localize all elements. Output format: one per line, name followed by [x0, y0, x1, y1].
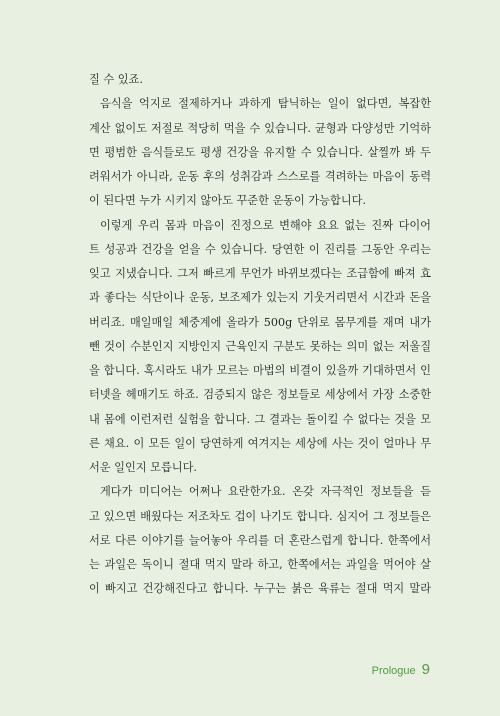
page-number: 9: [421, 661, 430, 678]
text-line: 과 좋다는 식단이나 운동, 보조제가 있는지 기웃거리면서 시간과 돈을: [89, 291, 431, 305]
page-footer: [350, 661, 430, 683]
text-line: 을 합니다. 혹시라도 내가 모르는 마법의 비결이 있을까 기대하면서 인: [89, 364, 431, 377]
text-line: 려워서가 아니라, 운동 후의 성취감과 스스로를 격려하는 마음이 동력: [89, 170, 431, 183]
paragraph-first-line: 음식을 억지로 절제하거나 과하게 탐닉하는 일이 없다면, 복잡한: [100, 97, 431, 111]
text-line: 서로 다른 이야기를 늘어놓아 우리를 더 혼란스럽게 합니다. 한쪽에서: [89, 533, 431, 547]
text-line: 면 평범한 음식들로도 평생 건강을 유지할 수 있습니다. 살찔까 봐 두: [89, 145, 431, 159]
text-line: 는 과일은 독이니 절대 먹지 말라 하고, 한쪽에서는 과일을 먹어야 살: [89, 558, 431, 571]
text-line: 잊고 지냈습니다. 그저 빠르게 무언가 바뀌보겠다는 조급함에 빠져 효: [89, 267, 431, 280]
text-line: 트 성공과 건강을 얻을 수 있습니다. 당연한 이 진리를 그동안 우리는: [89, 242, 431, 256]
paragraph-last-line: 이 된다면 누가 시키지 않아도 꾸준한 운동이 가능합니다.: [89, 194, 367, 208]
text-line: 질 수 있죠.: [89, 73, 143, 86]
text-line: 른 채요. 이 모든 일이 당연하게 여겨지는 세상에 사는 것이 얼마나 무: [89, 436, 431, 450]
text-line: 터넷을 헤매기도 하죠. 검증되지 않은 정보들로 세상에서 가장 소중한: [89, 388, 431, 402]
paragraph-first-line: 게다가 미디어는 어쩌나 요란한가요. 온갖 자극적인 정보들을 듣: [100, 485, 431, 499]
text-line: 고 있으면 배웠다는 저조차도 겁이 나기도 합니다. 심지어 그 정보들은: [89, 509, 431, 523]
text-line: 내 몸에 이런저런 실험을 합니다. 그 결과는 돌이킬 수 없다는 것을 모: [89, 412, 431, 426]
text-line: 버리죠. 매일매일 체중계에 올라가 500g 단위로 몸무게를 재며 내가: [89, 315, 431, 329]
body-text: [89, 68, 431, 602]
paragraph-first-line: 이렇게 우리 몸과 마음이 진정으로 변해야 요요 없는 진짜 다이어: [100, 218, 431, 232]
text-line: 이 빠지고 건강해진다고 합니다. 누구는 붉은 육류는 절대 먹지 말라: [89, 582, 431, 596]
text-line: 뺀 것이 수분인지 지방인지 근육인지 구분도 못하는 의미 없는 저울질: [89, 339, 431, 353]
section-label: Prologue: [371, 665, 416, 677]
paragraph-last-line: 서운 일인지 모릅니다.: [89, 461, 197, 474]
text-line: 계산 없이도 저절로 적당히 먹을 수 있습니다. 균형과 다양성만 기억하: [89, 121, 431, 135]
